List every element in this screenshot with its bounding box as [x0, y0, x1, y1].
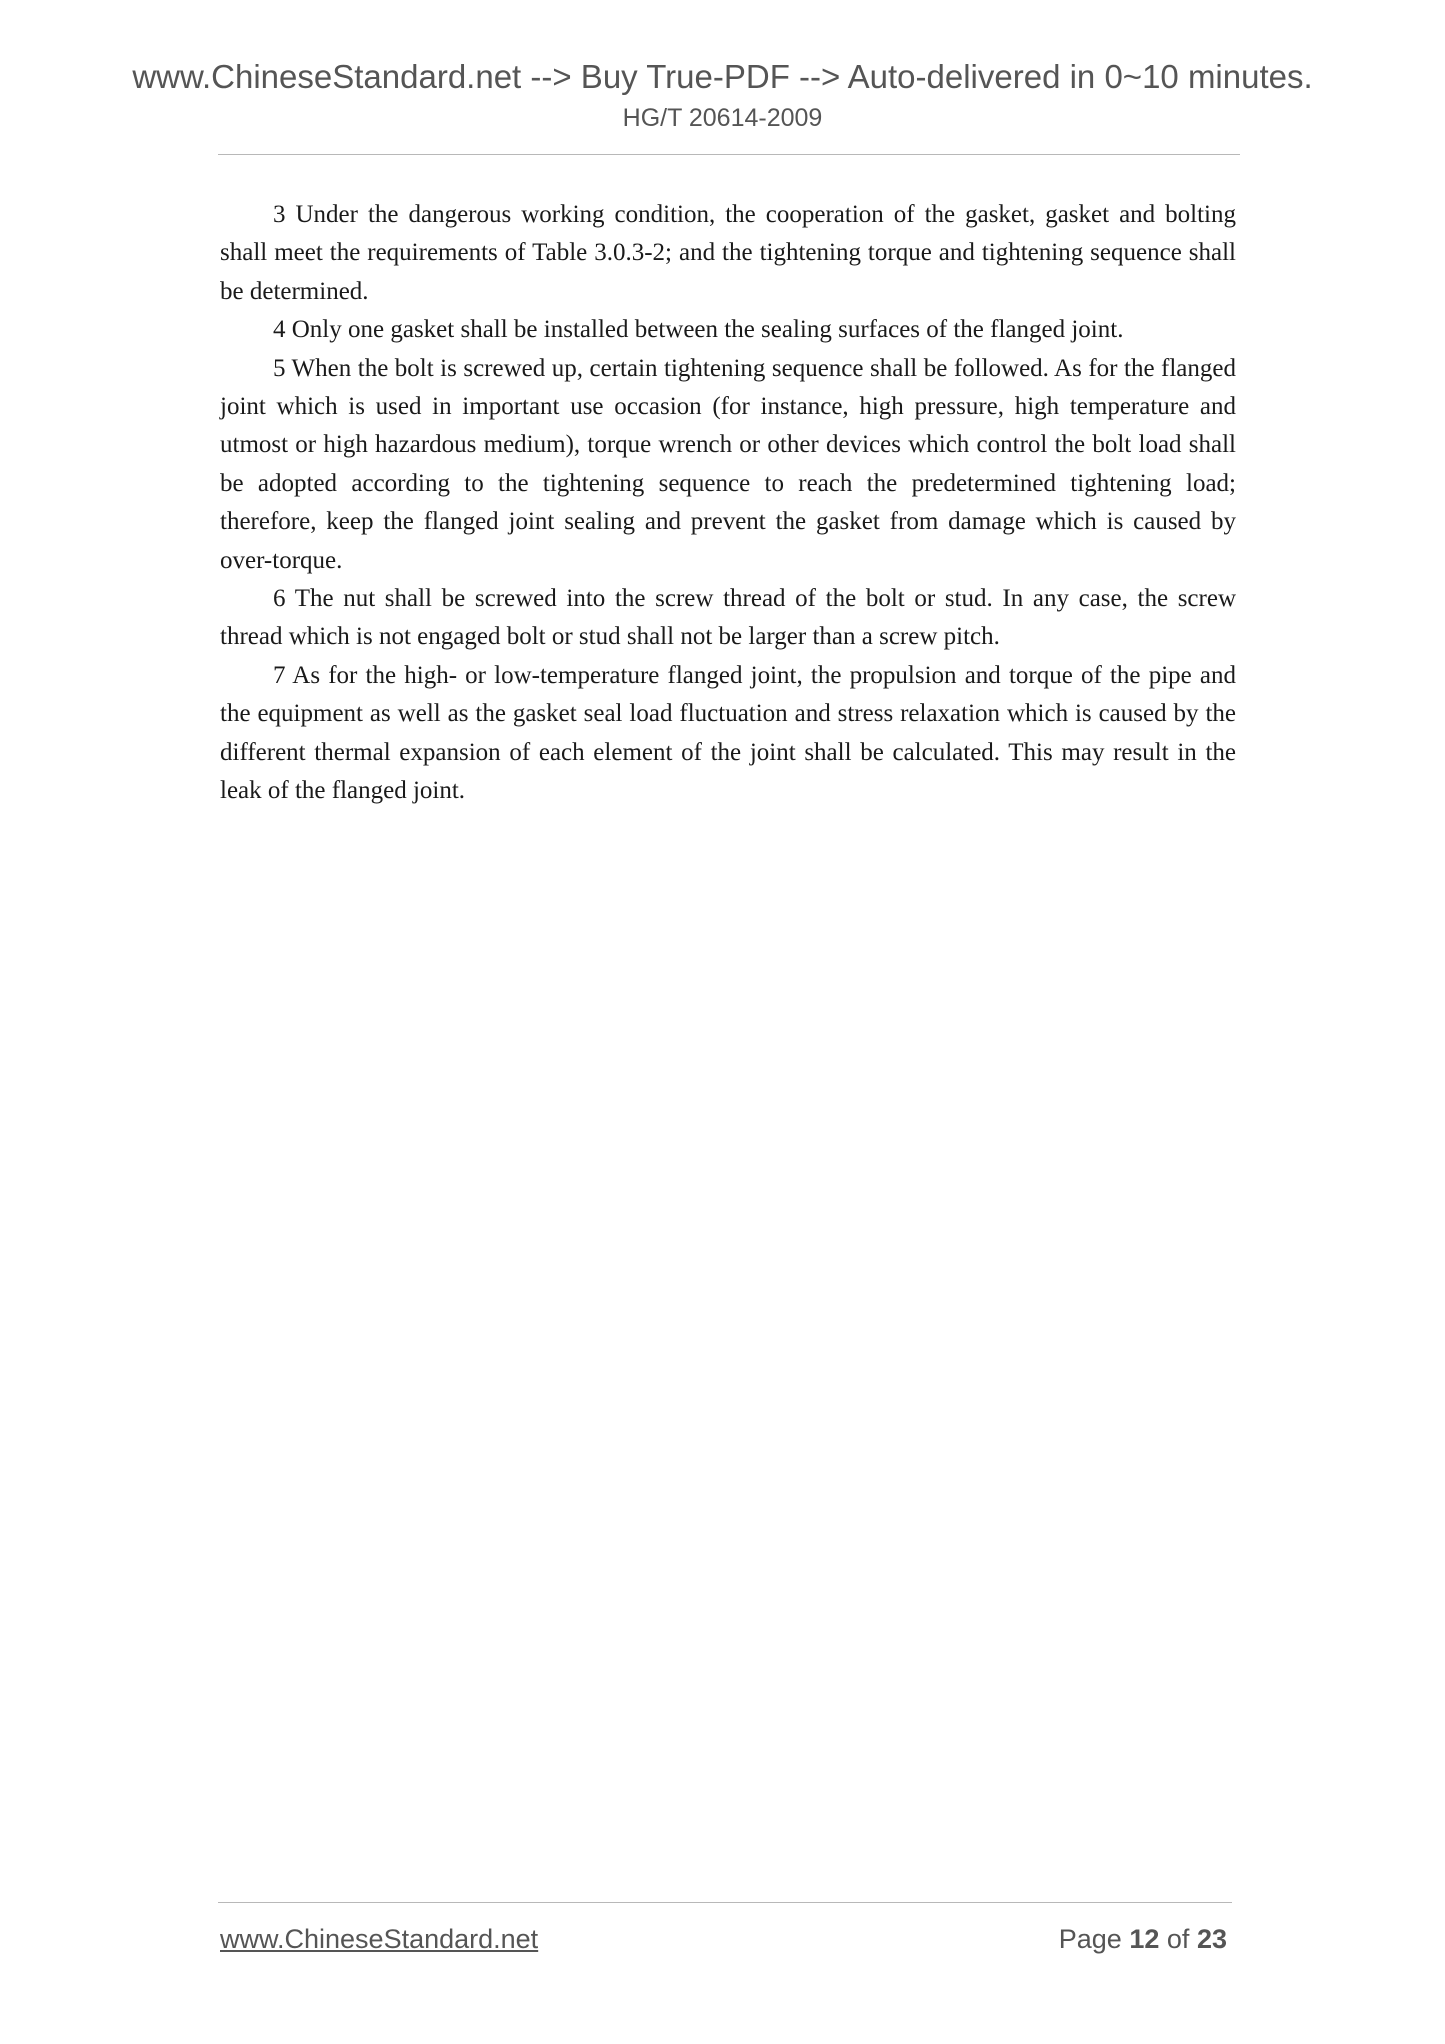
footer-site-link[interactable]: www.ChineseStandard.net [220, 1924, 539, 1954]
header-banner: www.ChineseStandard.net --> Buy True-PDF --> Auto-delivered in 0~10 minutes. [132, 58, 1313, 95]
footer-divider [218, 1902, 1232, 1903]
page-indicator [1059, 1924, 1227, 1955]
page-total: 23 [1196, 1924, 1227, 1954]
page-current: 12 [1129, 1924, 1160, 1954]
paragraph-3: 3 Under the dangerous working condition, the cooperation of the gasket, gasket and bolting shall meet the requirements of Table 3.0.3-2; and the tightening torque and tightening sequence shall be determined. [220, 201, 1236, 305]
paragraph-6: 6 The nut shall be screwed into the screw thread of the bolt or stud. In any case, the screw thread which is not engaged bolt or stud shall not be larger than a screw pitch. [220, 585, 1236, 651]
paragraph-5: 5 When the bolt is screwed up, certain tightening sequence shall be followed. As for the flanged joint which is used in important use occasion (for instance, high pressure, high temperature and utmost or high hazardous medium), torque wrench or other devices which control the bolt load shall be adopted according to the tightening sequence to reach the predetermined tightening load; therefore, keep the flanged joint sealing and prevent the gasket from damage which is caused by over-torque. [220, 354, 1236, 574]
page-prefix: Page [1058, 1924, 1122, 1954]
page-of: of [1166, 1924, 1190, 1954]
standard-number: HG/T 20614-2009 [622, 104, 823, 132]
paragraph-7: 7 As for the high- or low-temperature flanged joint, the propulsion and torque of the pipe and the equipment as well as the gasket seal load fluctuation and stress relaxation which is caused by the different thermal expansion of each element of the joint shall be calculated. This may result in the leak of the flanged joint. [220, 661, 1236, 805]
document-body [220, 196, 1236, 811]
paragraph-4: 4 Only one gasket shall be installed between the sealing surfaces of the flanged joint. [273, 316, 1124, 344]
header-divider [218, 154, 1240, 155]
